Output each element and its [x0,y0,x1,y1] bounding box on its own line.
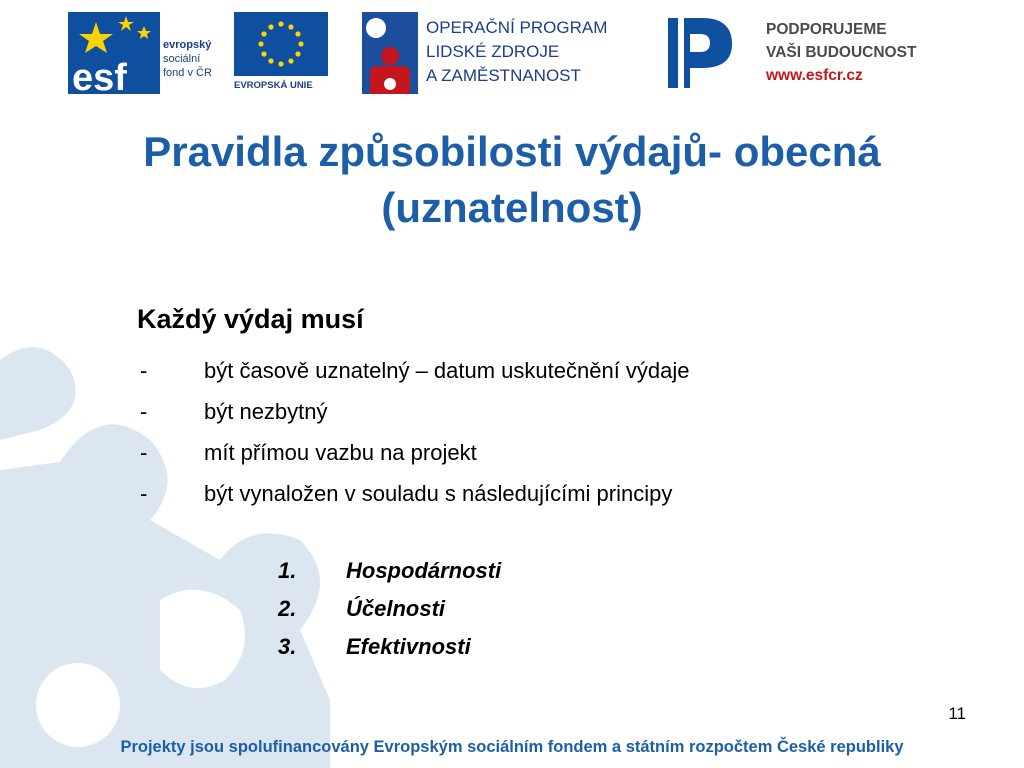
support-url[interactable]: www.esfcr.cz [766,67,863,84]
bullet-marker: - [140,440,148,465]
eu-label: EVROPSKÁ UNIE [234,80,313,91]
bullet-item [137,350,897,391]
principle-number: 2. [278,596,297,621]
slide-title-line-2: (uznatelnost) [381,184,643,231]
bullet-text: být nezbytný [204,399,328,424]
bullet-marker: - [140,358,148,383]
esf-line-1: evropský [163,39,212,51]
support-line-2: VAŠI BUDOUCNOST [766,44,917,61]
principle-number: 1. [278,558,297,583]
op-line-3: A ZAMĚSTNANOST [426,66,581,85]
bullet-item [137,432,897,473]
footer-text: Projekty jsou spolufinancovány Evropským sociálním fondem a státním rozpočtem České republiky [120,738,904,756]
bullet-text: být časově uznatelný – datum uskutečnění výdaje [204,358,690,383]
principle-item [278,552,678,590]
principle-item [278,590,678,628]
logo-bar [0,0,1024,100]
esf-line-2: sociální [163,53,201,65]
body-heading: Každý výdaj musí [137,304,364,334]
bullet-marker: - [140,399,148,424]
op-puzzle-person-icon [362,12,418,94]
esf-line-3: fond v ČR [163,67,212,79]
bullet-item [137,391,897,432]
support-line-1: PODPORUJEME [766,21,887,38]
slide-body [137,298,897,514]
bullet-item [137,473,897,514]
slide-title [40,124,984,236]
op-line-1: OPERAČNÍ PROGRAM [426,18,608,37]
principle-item [278,628,678,666]
esf-logo-text [163,38,233,80]
svg-text:esf: esf [72,57,127,94]
support-logo [660,12,960,94]
op-line-2: LIDSKÉ ZDROJE [426,42,560,61]
bullet-text: mít přímou vazbu na projekt [204,440,477,465]
bullet-marker: - [140,481,148,506]
principle-label: Efektivnosti [346,634,471,659]
page-number: 11 [948,704,966,723]
esf-logo-mark [68,12,160,94]
principle-label: Hospodárnosti [346,558,502,583]
bullet-text: být vynaložen v souladu s následujícími principy [204,481,673,506]
eu-flag-icon [234,12,328,76]
op-logo [362,12,652,94]
principles-list [278,552,678,666]
support-logo-text [766,18,916,87]
slide-title-line-1: Pravidla způsobilosti výdajů- obecná [143,128,881,175]
support-p-icon [660,12,740,94]
eu-logo [234,12,330,94]
esf-logo [68,12,228,94]
op-logo-text [426,16,607,88]
principle-label: Účelnosti [346,596,446,621]
principle-number: 3. [278,634,297,659]
